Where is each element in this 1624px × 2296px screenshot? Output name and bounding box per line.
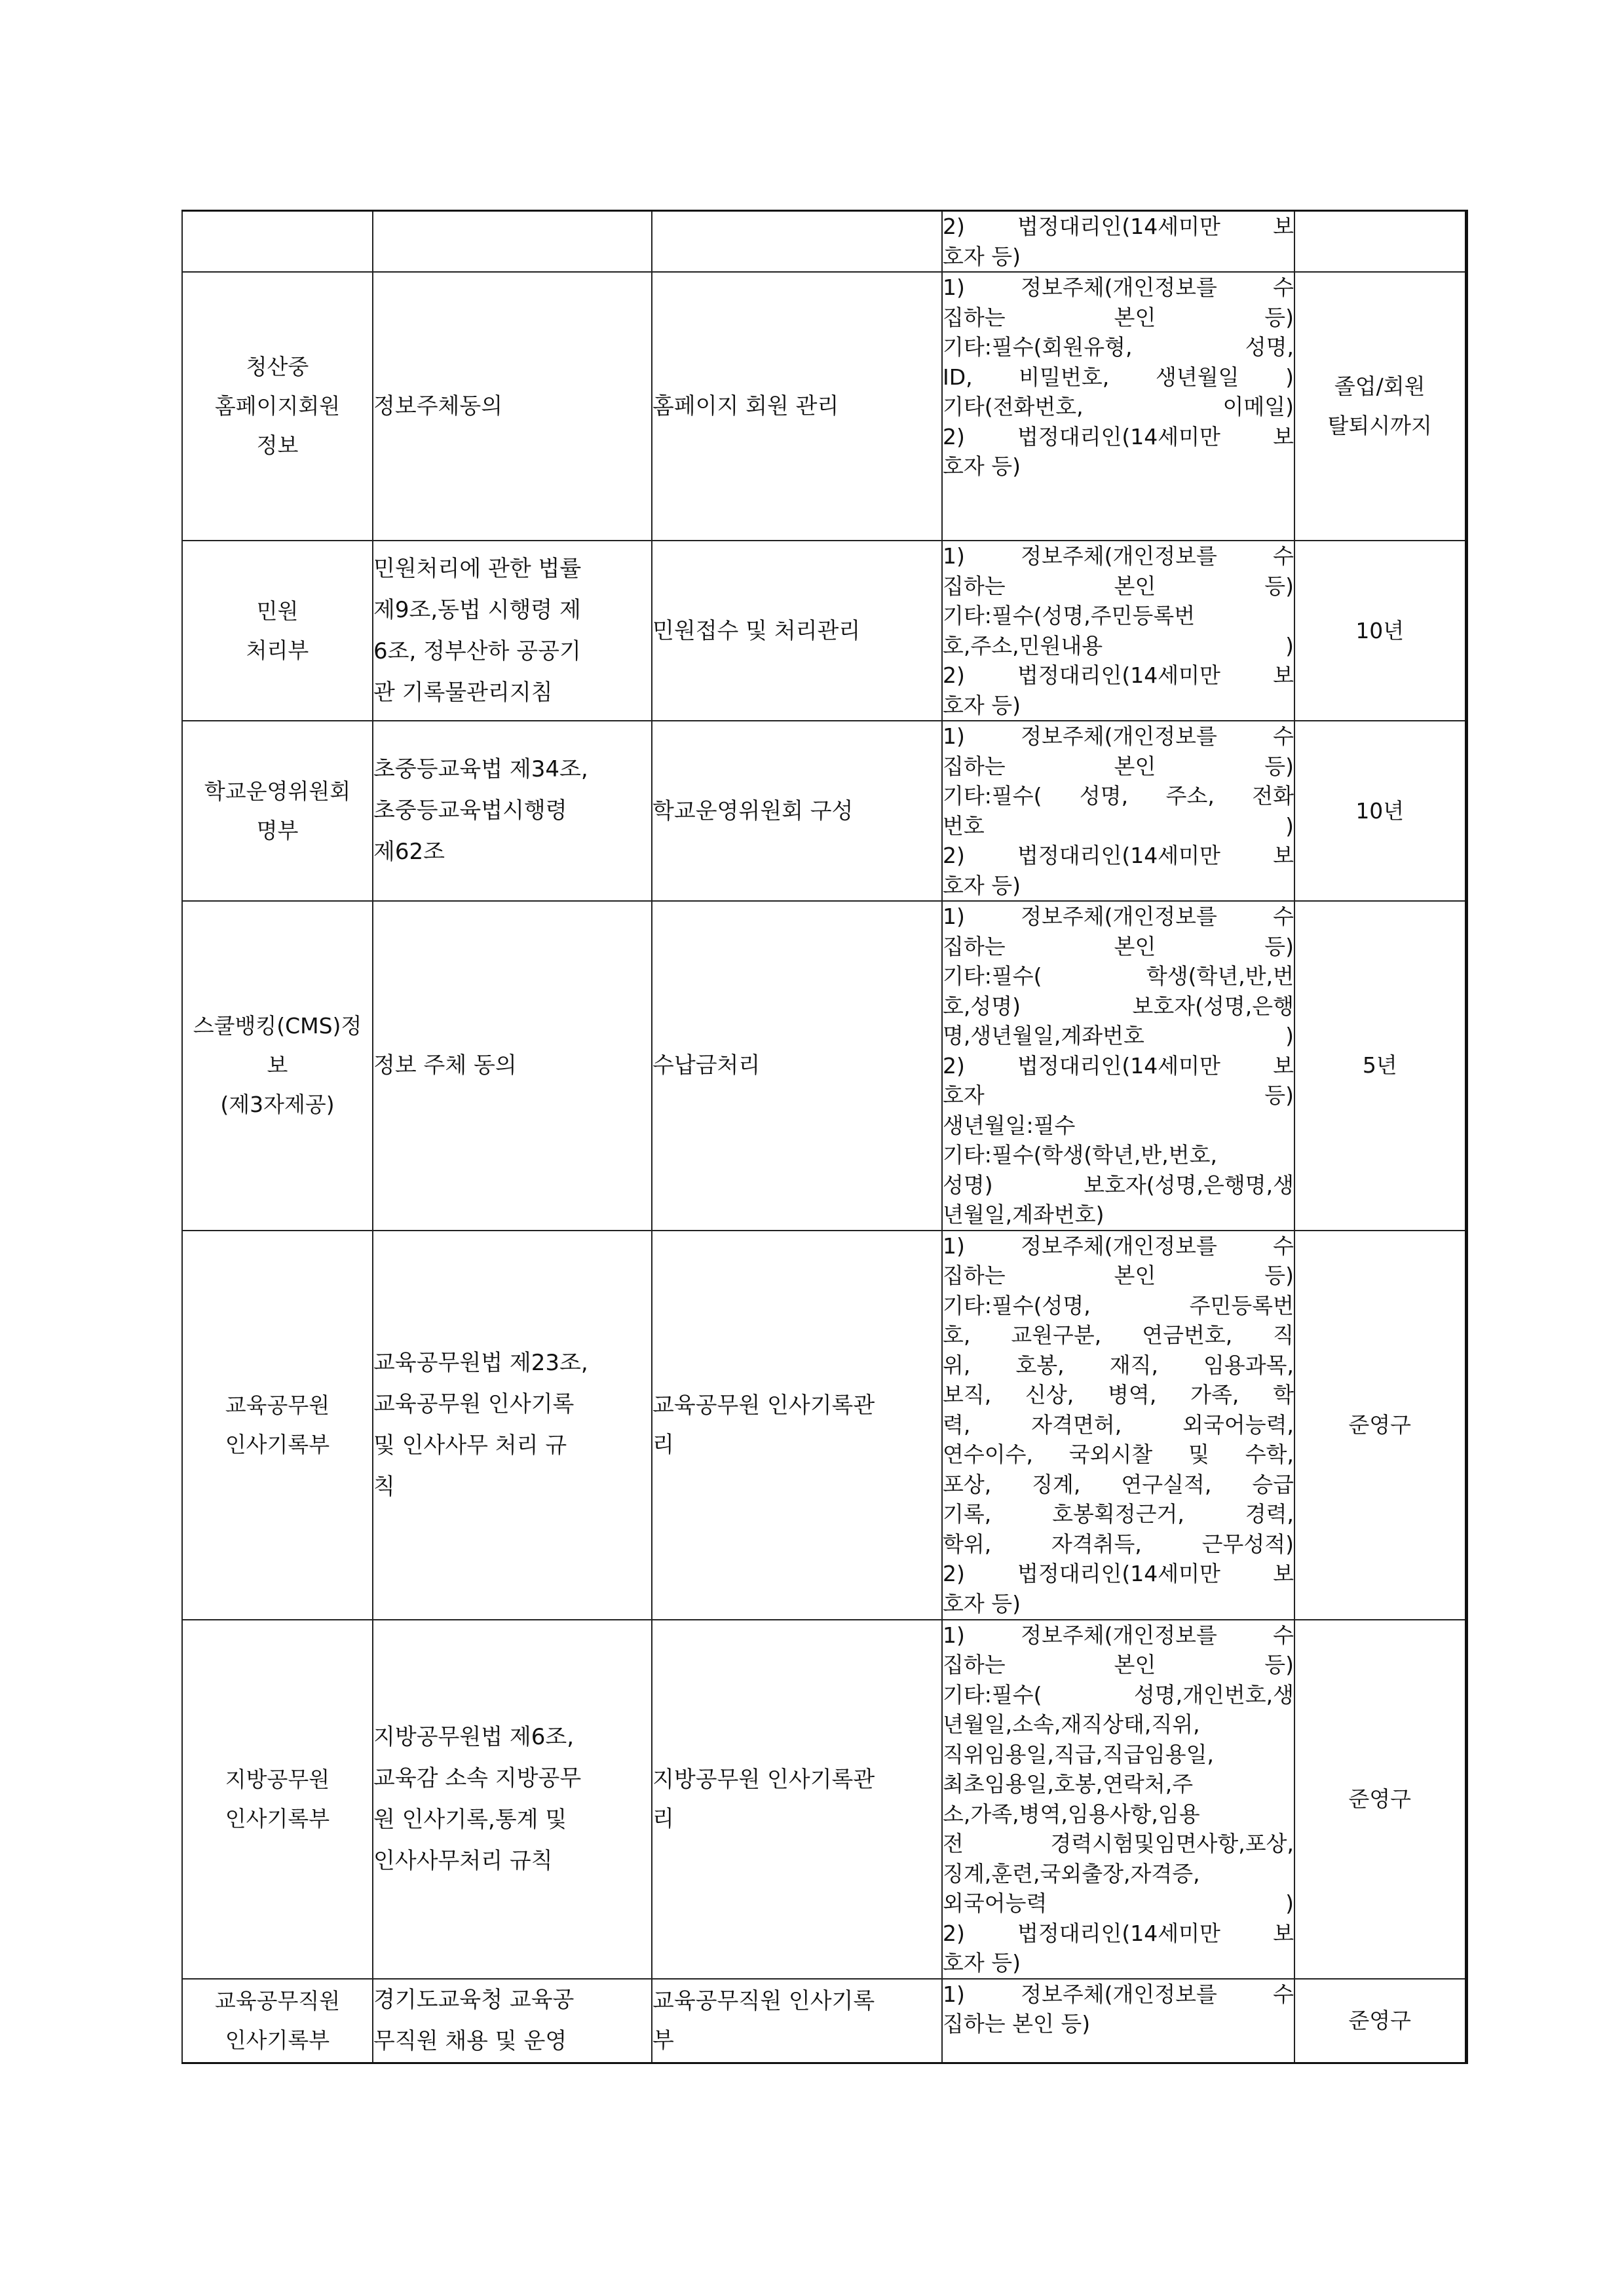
items-line: 번호 ) — [943, 813, 1294, 839]
items-line: 전 경력시험및임면사항,포상, — [943, 1831, 1294, 1856]
items-line: 집하는 본인 등) — [943, 753, 1294, 779]
table-row — [182, 272, 1466, 541]
purpose-line: 민원접수 및 처리관리 — [652, 617, 861, 644]
items-line: 호,성명) 보호자(성명,은행 — [943, 993, 1294, 1019]
items-line: 1) 정보주체(개인정보를 수 — [943, 543, 1294, 569]
items-line: 징계,훈련,국외출장,자격증, — [943, 1860, 1200, 1886]
retention-period-line: 졸업/회원 — [1334, 373, 1426, 399]
items-line: 호자 등) — [943, 243, 1021, 269]
legal-basis-cell — [373, 901, 652, 1231]
legal-basis-line: 정보주체동의 — [373, 392, 503, 419]
retention-period-line: 탈퇴시까지 — [1327, 413, 1432, 438]
table-row — [182, 211, 1466, 273]
category-cell — [182, 211, 373, 273]
items-line: 2) 법정대리인(14세미만 보 — [943, 423, 1294, 450]
legal-basis-line: 경기도교육청 교육공 — [373, 1986, 575, 2013]
items-line: 집하는 본인 등) — [943, 1263, 1294, 1288]
legal-basis-line: 원 인사기록,통계 및 — [373, 1806, 567, 1833]
legal-basis-cell — [373, 272, 652, 541]
items-line: 2) 법정대리인(14세미만 보 — [943, 1052, 1294, 1079]
legal-basis-line: 정보 주체 동의 — [373, 1052, 517, 1079]
legal-basis-line: 6조, 정부산하 공공기 — [373, 638, 581, 664]
items-line: 1) 정보주체(개인정보를 수 — [943, 723, 1294, 749]
items-line: 2) 법정대리인(14세미만 보 — [943, 843, 1294, 868]
retention-period-line: 10년 — [1355, 617, 1405, 643]
items-line: 보직, 신상, 병역, 가족, 학 — [943, 1382, 1294, 1407]
purpose-cell — [652, 1979, 942, 2063]
retention-period-line: 준영구 — [1348, 1786, 1412, 1812]
legal-basis-line: 교육공무원 인사기록 — [373, 1390, 575, 1417]
purpose-line: 교육공무직원 인사기록 — [652, 1987, 875, 2014]
items-line: 명,생년월일,계좌번호 ) — [943, 1023, 1294, 1048]
items-line: 2) 법정대리인(14세미만 보 — [943, 1561, 1294, 1586]
legal-basis-line: 초중등교육법 제34조, — [373, 756, 588, 782]
items-line: 집하는 본인 등) — [943, 1652, 1294, 1677]
items-line: 호자 등) — [943, 872, 1021, 898]
items-line: ID, 비밀번호, 생년월일 ) — [943, 364, 1294, 390]
legal-basis-cell — [373, 721, 652, 901]
purpose-line: 리 — [652, 1431, 674, 1458]
purpose-line: 부 — [652, 2027, 674, 2054]
legal-basis-cell — [373, 1231, 652, 1620]
purpose-line: 수납금처리 — [652, 1052, 761, 1079]
retention-period-cell — [1294, 1620, 1466, 1979]
items-line: 위, 호봉, 재직, 임용과목, — [943, 1352, 1294, 1378]
items-cell — [942, 1620, 1294, 1979]
table-row — [182, 1231, 1466, 1620]
retention-period-line: 5년 — [1362, 1052, 1397, 1079]
items-line: 기록, 호봉획정근거, 경력, — [943, 1501, 1294, 1527]
items-line: 기타:필수(회원유형, 성명, — [943, 334, 1294, 360]
category-line: 정보 — [256, 432, 299, 458]
retention-period-line: 준영구 — [1348, 1411, 1412, 1438]
items-line: 2) 법정대리인(14세미만 보 — [943, 662, 1294, 688]
items-line: 기타:필수( 성명,개인번호,생 — [943, 1681, 1294, 1708]
items-cell — [942, 1231, 1294, 1620]
retention-period-cell — [1294, 272, 1466, 541]
legal-basis-cell — [373, 1979, 652, 2063]
items-line: 호자 등) — [943, 1950, 1021, 1976]
items-line: 호자 등) — [943, 692, 1021, 718]
items-line: 집하는 본인 등) — [943, 2011, 1091, 2037]
purpose-cell — [652, 211, 942, 273]
table-row — [182, 721, 1466, 901]
category-cell — [182, 1231, 373, 1620]
items-line: 외국어능력 ) — [943, 1890, 1294, 1916]
category-line: 지방공무원 — [225, 1766, 330, 1792]
items-line: 집하는 본인 등) — [943, 573, 1294, 599]
items-line: 기타:필수(성명, 주민등록번 — [943, 1292, 1294, 1318]
items-line: 호자 등) — [943, 453, 1021, 479]
items-line: 집하는 본인 등) — [943, 933, 1294, 959]
legal-basis-cell — [373, 211, 652, 273]
items-line: 학위, 자격취득, 근무성적) — [943, 1531, 1294, 1557]
category-cell — [182, 1620, 373, 1979]
purpose-line: 교육공무원 인사기록관 — [652, 1392, 875, 1419]
purpose-line: 지방공무원 인사기록관 — [652, 1766, 875, 1793]
items-cell — [942, 272, 1294, 541]
purpose-cell — [652, 272, 942, 541]
items-line: 2) 법정대리인(14세미만 보 — [943, 1920, 1294, 1946]
items-cell — [942, 541, 1294, 721]
items-cell — [942, 211, 1294, 273]
items-line: 기타:필수( 성명, 주소, 전화 — [943, 783, 1294, 809]
category-line: 보 — [267, 1052, 288, 1079]
legal-basis-line: 제9조,동법 시행령 제 — [373, 596, 581, 623]
category-line: 청산중 — [246, 354, 309, 379]
category-cell — [182, 721, 373, 901]
table-row — [182, 901, 1466, 1231]
category-line: 처리부 — [246, 637, 309, 663]
category-line: (제3자제공) — [220, 1092, 335, 1118]
table-row — [182, 541, 1466, 721]
items-line: 포상, 징계, 연구실적, 승급 — [943, 1471, 1294, 1497]
category-cell — [182, 272, 373, 541]
legal-basis-cell — [373, 1620, 652, 1979]
items-line: 년월일,계좌번호) — [943, 1202, 1105, 1227]
purpose-line: 홈페이지 회원 관리 — [652, 393, 839, 419]
items-line: 집하는 본인 등) — [943, 304, 1294, 330]
retention-period-line: 준영구 — [1348, 2007, 1412, 2033]
legal-basis-cell — [373, 541, 652, 721]
legal-basis-line: 및 인사사무 처리 규 — [373, 1432, 567, 1459]
items-line: 기타(전화번호, 이메일) — [943, 394, 1294, 419]
items-line: 생년월일:필수 — [943, 1112, 1076, 1138]
category-line: 인사기록부 — [225, 2027, 330, 2053]
items-cell — [942, 1979, 1294, 2063]
items-line: 2) 법정대리인(14세미만 보 — [943, 214, 1294, 239]
items-line: 1) 정보주체(개인정보를 수 — [943, 1233, 1294, 1259]
legal-basis-line: 칙 — [373, 1473, 395, 1500]
items-line: 1) 정보주체(개인정보를 수 — [943, 1622, 1294, 1648]
purpose-cell — [652, 541, 942, 721]
purpose-line: 학교운영위원회 구성 — [652, 797, 854, 824]
items-line: 소,가족,병역,임용사항,임용 — [943, 1801, 1200, 1827]
legal-basis-line: 지방공무원법 제6조, — [373, 1723, 574, 1750]
items-cell — [942, 901, 1294, 1231]
category-line: 명부 — [256, 817, 299, 843]
table-body — [182, 211, 1466, 2063]
category-cell — [182, 1979, 373, 2063]
category-line: 학교운영위원회 — [204, 778, 351, 804]
items-line: 호자 등) — [943, 1590, 1021, 1617]
items-line: 1) 정보주체(개인정보를 수 — [943, 275, 1294, 300]
legal-basis-line: 민원처리에 관한 법률 — [373, 555, 582, 582]
purpose-cell — [652, 1620, 942, 1979]
items-line: 최초임용일,호봉,연락처,주 — [943, 1771, 1194, 1797]
retention-period-cell — [1294, 721, 1466, 901]
items-line: 력, 자격면허, 외국어능력, — [943, 1411, 1294, 1438]
retention-period-cell — [1294, 211, 1466, 273]
category-line: 교육공무직원 — [214, 1987, 341, 2014]
items-line: 기타:필수(성명,주민등록번 — [943, 603, 1196, 628]
items-line: 기타:필수(학생(학년,반,번호, — [943, 1142, 1217, 1168]
items-cell — [942, 721, 1294, 901]
purpose-cell — [652, 721, 942, 901]
legal-basis-line: 관 기록물관리지침 — [373, 679, 553, 706]
retention-period-cell — [1294, 901, 1466, 1231]
items-line: 호자 등) — [943, 1082, 1294, 1108]
legal-basis-line: 교육감 소속 지방공무 — [373, 1765, 582, 1791]
records-table — [181, 210, 1468, 2064]
items-line: 1) 정보주체(개인정보를 수 — [943, 1981, 1294, 2007]
category-line: 교육공무원 — [225, 1392, 330, 1418]
items-line: 호, 교원구분, 연금번호, 직 — [943, 1322, 1294, 1348]
table-row — [182, 1620, 1466, 1979]
items-line: 직위임용일,직급,직급임용일, — [943, 1741, 1215, 1767]
legal-basis-line: 교육공무원법 제23조, — [373, 1349, 588, 1376]
purpose-cell — [652, 1231, 942, 1620]
purpose-line: 리 — [652, 1805, 674, 1832]
items-line: 기타:필수( 학생(학년,반,번 — [943, 963, 1294, 989]
retention-period-cell — [1294, 1231, 1466, 1620]
retention-period-cell — [1294, 1979, 1466, 2063]
category-cell — [182, 901, 373, 1231]
legal-basis-line: 초중등교육법시행령 — [373, 797, 567, 824]
items-line: 1) 정보주체(개인정보를 수 — [943, 904, 1294, 929]
items-line: 호,주소,민원내용 ) — [943, 632, 1294, 659]
table-row — [182, 1979, 1466, 2063]
category-line: 인사기록부 — [225, 1431, 330, 1457]
category-line: 인사기록부 — [225, 1805, 330, 1831]
retention-period-cell — [1294, 541, 1466, 721]
purpose-cell — [652, 901, 942, 1231]
items-line: 연수이수, 국외시찰 및 수학, — [943, 1442, 1294, 1467]
legal-basis-line: 제62조 — [373, 839, 445, 865]
category-line: 홈페이지회원 — [214, 393, 341, 419]
legal-basis-line: 인사사무처리 규칙 — [373, 1847, 553, 1874]
category-line: 스쿨뱅킹(CMS)정 — [193, 1013, 362, 1039]
category-line: 민원 — [256, 598, 299, 624]
retention-period-line: 10년 — [1355, 797, 1405, 824]
category-cell — [182, 541, 373, 721]
legal-basis-line: 무직원 채용 및 운영 — [373, 2027, 567, 2054]
items-line: 년월일,소속,재직상태,직위, — [943, 1712, 1200, 1737]
items-line: 성명) 보호자(성명,은행명,생 — [943, 1172, 1294, 1198]
